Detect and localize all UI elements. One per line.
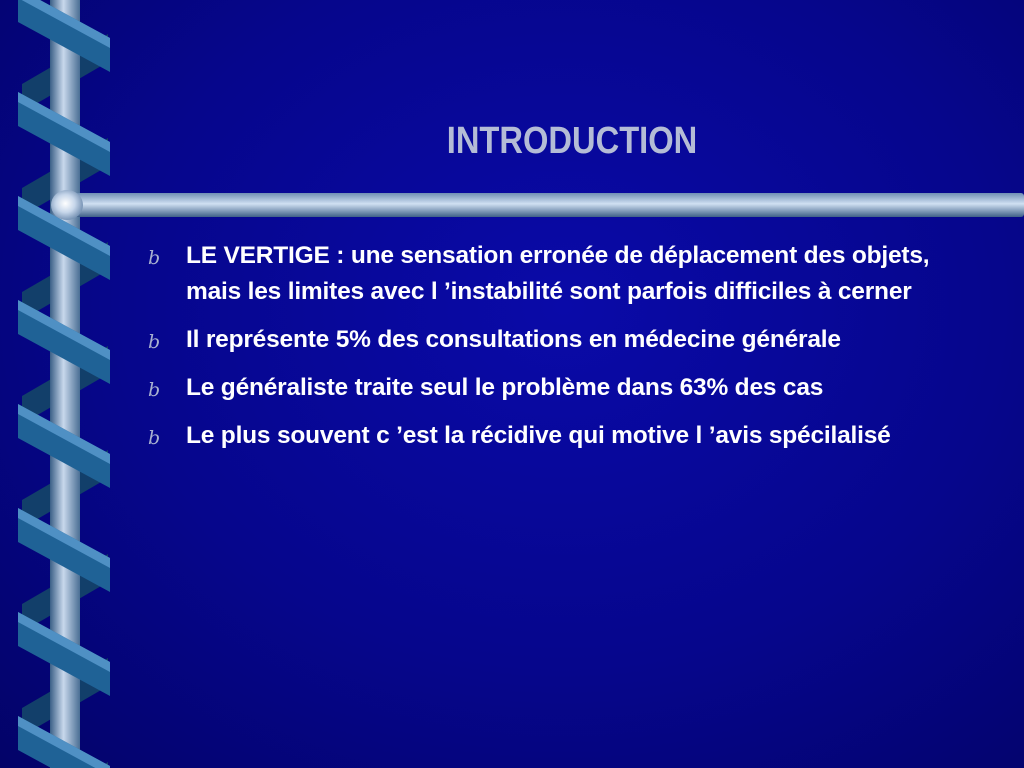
bullet-text: Le plus souvent c ’est la récidive qui motive l ’avis spécilalisé xyxy=(186,422,891,449)
bullet-icon: b xyxy=(148,379,160,401)
bar-knob xyxy=(51,190,83,220)
bullet-icon: b xyxy=(148,247,160,269)
slide-title: INTRODUCTION xyxy=(446,120,698,162)
bullet-text: Le généraliste traite seul le problème dans 63% des cas xyxy=(186,374,824,401)
bullet-list xyxy=(144,238,974,466)
bullet-text: Il représente 5% des consultations en médecine générale xyxy=(186,326,841,353)
bullet-text: LE VERTIGE : une sensation erronée de déplacement des objets, mais les limites avec l ’instabilité sont parfois difficiles à cerner xyxy=(186,242,930,305)
title-underline-bar xyxy=(64,193,1024,217)
bullet-item xyxy=(144,418,974,454)
bullet-icon: b xyxy=(148,331,160,353)
bullet-icon: b xyxy=(148,427,160,449)
bullet-item xyxy=(144,238,974,310)
bullet-item xyxy=(144,322,974,358)
bullet-item xyxy=(144,370,974,406)
